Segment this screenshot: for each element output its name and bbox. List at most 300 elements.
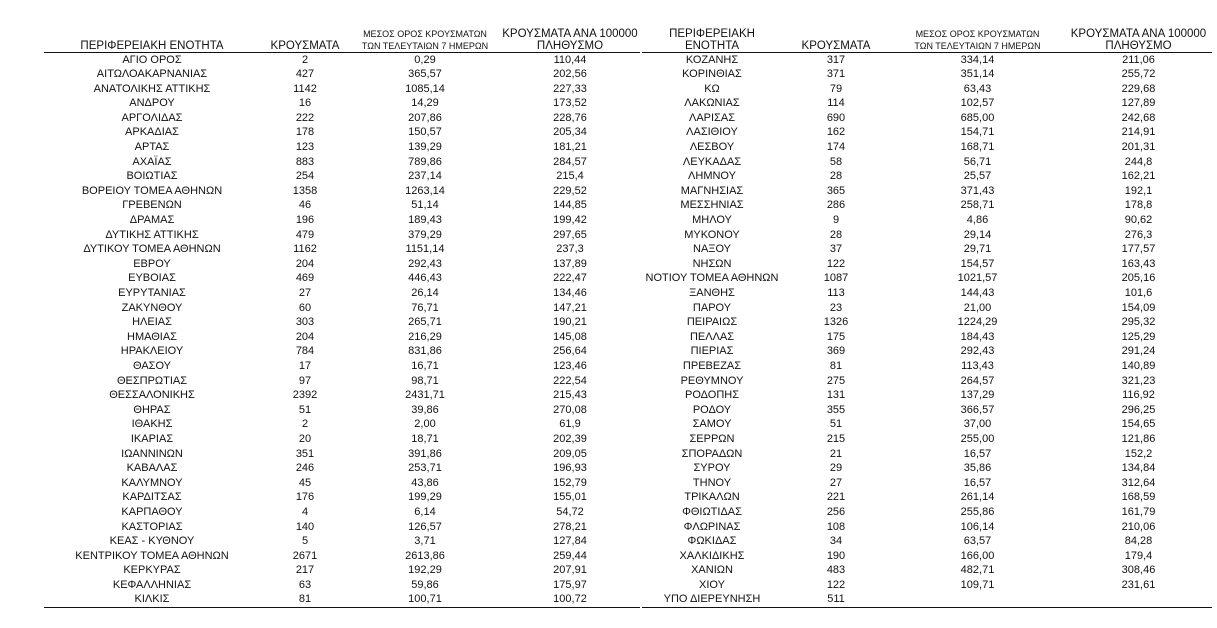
region-header: ΠΕΡΙΦΕΡΕΙΑΚΗ ΕΝΟΤΗΤΑ bbox=[44, 0, 260, 52]
avg-7day-cell: 3,71 bbox=[414, 535, 436, 548]
per-100k-header bbox=[1065, 0, 1212, 52]
table-row bbox=[44, 476, 640, 491]
table-row bbox=[642, 330, 1212, 345]
cases-cell: 690 bbox=[826, 111, 846, 124]
cases-cell: 114 bbox=[827, 97, 845, 110]
region-cell: ΔΡΑΜΑΣ bbox=[129, 214, 175, 227]
region-cell: ΘΕΣΠΡΩΤΙΑΣ bbox=[116, 374, 188, 387]
avg-7day-cell: 63,57 bbox=[963, 535, 992, 548]
avg-7day-cell: 1263,14 bbox=[405, 184, 445, 197]
region-cell: ΒΟΙΩΤΙΑΣ bbox=[126, 170, 178, 183]
cases-cell: 1358 bbox=[292, 184, 318, 197]
cases-cell: 2 bbox=[301, 418, 309, 431]
per-100k-header bbox=[500, 0, 640, 52]
cases-cell: 97 bbox=[298, 374, 312, 387]
per-100k-cell: 215,4 bbox=[556, 170, 584, 183]
cases-cell: 204 bbox=[295, 257, 315, 270]
table-row bbox=[642, 301, 1212, 316]
avg-7day-cell: 26,14 bbox=[411, 287, 439, 299]
cases-cell: 162 bbox=[826, 126, 846, 139]
per-100k-cell: 222,54 bbox=[553, 374, 587, 387]
cases-cell: 1326 bbox=[823, 316, 849, 329]
per-100k-cell: 137,89 bbox=[553, 257, 587, 270]
avg-7day-cell: 14,29 bbox=[411, 97, 439, 110]
cases-cell: 355 bbox=[826, 403, 846, 416]
table-row bbox=[642, 549, 1212, 564]
cases-cell: 28 bbox=[829, 228, 843, 241]
region-cell: ΣΥΡΟΥ bbox=[693, 462, 731, 475]
region-cell: ΚΟΖΑΝΗΣ bbox=[685, 53, 739, 66]
region-cell: ΕΥΒΟΙΑΣ bbox=[128, 272, 176, 285]
avg-7day-cell: 168,71 bbox=[960, 141, 995, 154]
per-100k-cell: 100,72 bbox=[500, 592, 640, 607]
table-row bbox=[642, 344, 1212, 359]
table-row bbox=[642, 374, 1212, 389]
per-100k-cell: 152,79 bbox=[553, 476, 587, 489]
region-cell: ΑΓΙΟ ΟΡΟΣ bbox=[122, 53, 182, 66]
per-100k-cell: 155,01 bbox=[553, 491, 587, 504]
region-cell: ΝΟΤΙΟΥ ΤΟΜΕΑ ΑΘΗΝΩΝ bbox=[645, 272, 779, 285]
avg-7day-cell: 189,43 bbox=[408, 214, 442, 227]
avg-7day-cell: 166,00 bbox=[960, 549, 995, 562]
per-100k-cell: 101,6 bbox=[1124, 287, 1153, 299]
table-row bbox=[44, 432, 640, 447]
cases-cell: 176 bbox=[295, 491, 315, 504]
avg-7day-cell: 1224,29 bbox=[957, 316, 998, 329]
region-header: ΠΕΡΙΦΕΡΕΙΑΚΗ ΕΝΟΤΗΤΑ bbox=[642, 0, 782, 52]
avg-7day-cell: 102,57 bbox=[960, 97, 995, 110]
avg-7day-cell: 154,71 bbox=[960, 126, 995, 139]
region-cell: ΑΡΤΑΣ bbox=[134, 141, 170, 154]
table-row bbox=[44, 330, 640, 345]
cases-cell: 37 bbox=[829, 243, 843, 256]
cases-table-left bbox=[44, 0, 640, 608]
table-row bbox=[642, 169, 1212, 184]
cases-cell: 1087 bbox=[823, 272, 849, 285]
avg-7day-cell: 2613,86 bbox=[405, 549, 445, 562]
per-100k-cell: 152,2 bbox=[1124, 447, 1153, 460]
avg-header-line2: ΤΩΝ ΤΕΛΕΥΤΑΙΩΝ 7 ΗΜΕΡΩΝ bbox=[914, 40, 1041, 51]
region-cell: ΜΕΣΣΗΝΙΑΣ bbox=[680, 199, 744, 212]
per-100k-cell: 181,21 bbox=[553, 141, 587, 154]
avg-7day-cell: 100,71 bbox=[350, 592, 500, 607]
table-row bbox=[44, 301, 640, 316]
per-100k-cell: 209,05 bbox=[553, 447, 587, 460]
per-100k-cell: 121,86 bbox=[1121, 432, 1156, 445]
per-100k-cell: 178,8 bbox=[1124, 199, 1153, 212]
per-100k-cell: 244,8 bbox=[1124, 155, 1153, 168]
avg-7day-cell: 18,71 bbox=[411, 432, 439, 445]
per-100k-cell: 210,06 bbox=[1121, 520, 1156, 533]
region-cell: ΚΑΛΥΜΝΟΥ bbox=[121, 476, 183, 489]
avg-7day-cell: 106,14 bbox=[960, 520, 995, 533]
region-cell: ΤΗΝΟΥ bbox=[692, 476, 732, 489]
avg-7day-cell: 51,14 bbox=[411, 199, 439, 212]
region-cell: ΕΥΡΥΤΑΝΙΑΣ bbox=[118, 287, 186, 299]
per-100k-cell: 161,79 bbox=[1121, 505, 1156, 518]
table-row bbox=[44, 228, 640, 243]
per-100k-cell: 211,06 bbox=[1122, 53, 1155, 66]
table-row bbox=[44, 82, 640, 97]
avg-7day-cell: 192,29 bbox=[408, 564, 442, 577]
avg-7day-cell: 237,14 bbox=[408, 170, 442, 183]
cases-cell: 131 bbox=[826, 389, 846, 402]
avg-7day-cell: 334,14 bbox=[960, 53, 995, 66]
avg-7day-cell: 16,57 bbox=[963, 476, 992, 489]
cases-cell: 254 bbox=[295, 170, 315, 183]
per-100k-cell: 125,29 bbox=[1121, 330, 1156, 343]
region-cell: ΗΜΑΘΙΑΣ bbox=[127, 330, 177, 343]
avg-7day-cell: 56,71 bbox=[963, 155, 992, 168]
cases-cell: 286 bbox=[826, 199, 846, 212]
per-100k-cell: 295,32 bbox=[1121, 316, 1156, 329]
avg-7day-cell: 29,71 bbox=[963, 243, 992, 256]
table-row bbox=[642, 82, 1212, 97]
avg-7day-cell: 789,86 bbox=[408, 155, 442, 168]
cases-cell: 365 bbox=[826, 184, 846, 197]
region-cell: ΠΑΡΟΥ bbox=[692, 301, 732, 314]
avg-7day-cell: 365,57 bbox=[408, 68, 442, 81]
table-row bbox=[642, 520, 1212, 535]
cases-cell: 5 bbox=[301, 535, 309, 548]
cases-cell: 2392 bbox=[292, 389, 318, 402]
per-header-line2: ΠΛΗΘΥΣΜΟ bbox=[536, 39, 604, 52]
avg-7day-cell: 292,43 bbox=[960, 345, 995, 358]
per-100k-cell: 179,4 bbox=[1124, 549, 1153, 562]
avg-7day-cell: 137,29 bbox=[960, 389, 995, 402]
avg-7day-cell: 4,86 bbox=[966, 214, 989, 227]
table-row bbox=[642, 534, 1212, 549]
table-row bbox=[44, 184, 640, 199]
per-100k-cell: 90,62 bbox=[1124, 214, 1153, 227]
avg-7day-cell: 1021,57 bbox=[957, 272, 998, 285]
avg-7day-cell: 59,86 bbox=[411, 578, 439, 591]
per-100k-cell: 199,42 bbox=[553, 214, 587, 227]
table-row bbox=[44, 257, 640, 272]
avg-7day-cell: 199,29 bbox=[408, 491, 442, 504]
avg-7day-cell: 216,29 bbox=[408, 330, 442, 343]
per-100k-cell: 276,3 bbox=[1124, 228, 1153, 241]
avg-7day-cell: 482,71 bbox=[960, 564, 995, 577]
header-row bbox=[44, 0, 640, 52]
table-row bbox=[642, 432, 1212, 447]
table-row bbox=[44, 125, 640, 140]
table-row bbox=[44, 96, 640, 111]
table-row bbox=[44, 67, 640, 82]
cases-cell: 140 bbox=[295, 520, 315, 533]
cases-cell: 178 bbox=[295, 126, 315, 139]
table-row bbox=[642, 461, 1212, 476]
region-cell: ΛΕΥΚΑΔΑΣ bbox=[682, 155, 742, 168]
cases-cell: 256 bbox=[826, 505, 846, 518]
table-row bbox=[642, 447, 1212, 462]
avg-7day-cell: 16,57 bbox=[963, 447, 992, 460]
per-100k-cell: 214,91 bbox=[1121, 126, 1156, 139]
table-row bbox=[44, 344, 640, 359]
per-100k-cell: 205,16 bbox=[1121, 272, 1156, 285]
cases-header: ΚΡΟΥΣΜΑΤΑ bbox=[260, 0, 350, 52]
per-100k-cell: 168,59 bbox=[1121, 491, 1156, 504]
region-cell: ΔΥΤΙΚΗΣ ΑΤΤΙΚΗΣ bbox=[105, 228, 199, 241]
cases-cell: 81 bbox=[260, 592, 350, 607]
cases-cell: 122 bbox=[826, 257, 846, 270]
table-row bbox=[642, 403, 1212, 418]
avg-7day-cell: 150,57 bbox=[408, 126, 442, 139]
per-100k-cell: 270,08 bbox=[553, 403, 587, 416]
per-header-line1: ΚΡΟΥΣΜΑΤΑ ΑΝΑ 100000 bbox=[1070, 27, 1207, 40]
per-100k-cell: 278,21 bbox=[553, 520, 587, 533]
region-cell: ΑΝΔΡΟΥ bbox=[129, 97, 175, 110]
region-cell: ΙΚΑΡΙΑΣ bbox=[130, 432, 174, 445]
region-cell: ΘΑΣΟΥ bbox=[132, 359, 172, 372]
per-100k-cell: 202,39 bbox=[553, 432, 587, 445]
cases-cell: 123 bbox=[295, 141, 315, 154]
avg-7day-cell: 43,86 bbox=[411, 476, 439, 489]
table-row bbox=[44, 169, 640, 184]
per-100k-cell: 147,21 bbox=[553, 301, 587, 314]
cases-cell: 4 bbox=[301, 505, 309, 518]
table-row bbox=[44, 359, 640, 374]
table-row bbox=[44, 286, 640, 301]
cases-cell: 51 bbox=[298, 403, 312, 416]
per-100k-cell: 296,25 bbox=[1121, 403, 1156, 416]
avg-7day-cell: 831,86 bbox=[408, 345, 442, 358]
per-100k-cell: 61,9 bbox=[559, 418, 581, 431]
table-row bbox=[642, 490, 1212, 505]
table-row bbox=[642, 213, 1212, 228]
avg-7day-cell: 25,57 bbox=[963, 170, 992, 183]
table-row bbox=[642, 359, 1212, 374]
per-100k-cell: 134,84 bbox=[1121, 462, 1156, 475]
region-cell: ΣΕΡΡΩΝ bbox=[689, 432, 735, 445]
cases-cell: 371 bbox=[826, 68, 846, 81]
region-cell: ΛΕΣΒΟΥ bbox=[689, 141, 735, 154]
cases-cell: 46 bbox=[298, 199, 312, 212]
region-cell: ΚΕΝΤΡΙΚΟΥ ΤΟΜΕΑ ΑΘΗΝΩΝ bbox=[75, 549, 229, 562]
avg-7day-cell: 109,71 bbox=[960, 578, 995, 591]
table-row bbox=[642, 155, 1212, 170]
per-header-line2: ΠΛΗΘΥΣΜΟ bbox=[1105, 39, 1172, 52]
region-cell: ΡΟΔΟΥ bbox=[692, 403, 732, 416]
cases-cell: 303 bbox=[295, 316, 315, 329]
table-row bbox=[642, 228, 1212, 243]
cases-cell: 108 bbox=[826, 520, 846, 533]
table-row bbox=[44, 315, 640, 330]
cases-cell: 222 bbox=[295, 111, 315, 124]
table-row bbox=[642, 184, 1212, 199]
cases-cell: 63 bbox=[298, 578, 312, 591]
avg-7day-cell: 292,43 bbox=[408, 257, 442, 270]
per-100k-cell: 116,92 bbox=[1122, 389, 1155, 402]
avg-7day-cell: 113,43 bbox=[961, 359, 994, 372]
region-cell: ΕΒΡΟΥ bbox=[133, 257, 171, 270]
avg-7day-cell: 144,43 bbox=[960, 287, 995, 299]
region-cell: ΣΑΜΟΥ bbox=[692, 418, 732, 431]
cases-cell: 81 bbox=[829, 359, 843, 372]
table-row bbox=[642, 52, 1212, 67]
region-cell: ΓΡΕΒΕΝΩΝ bbox=[122, 199, 182, 212]
region-cell: ΚΟΡΙΝΘΙΑΣ bbox=[682, 68, 742, 81]
per-100k-cell: 229,52 bbox=[553, 184, 587, 197]
region-cell: ΡΟΔΟΠΗΣ bbox=[684, 389, 740, 402]
table-row bbox=[44, 592, 640, 607]
left-table-panel bbox=[44, 0, 640, 608]
table-row bbox=[642, 140, 1212, 155]
avg-7day-header bbox=[890, 0, 1065, 52]
region-cell: ΗΡΑΚΛΕΙΟΥ bbox=[120, 345, 184, 358]
region-cell: ΑΝΑΤΟΛΙΚΗΣ ΑΤΤΙΚΗΣ bbox=[93, 82, 211, 95]
table-row bbox=[642, 125, 1212, 140]
avg-header-line1: ΜΕΣΟΣ ΟΡΟΣ ΚΡΟΥΣΜΑΤΩΝ bbox=[363, 28, 487, 39]
avg-7day-cell: 446,43 bbox=[408, 272, 442, 285]
avg-7day-header bbox=[350, 0, 500, 52]
cases-cell: 2 bbox=[301, 53, 309, 66]
cases-cell: 511 bbox=[782, 592, 890, 607]
cases-cell: 175 bbox=[826, 330, 846, 343]
per-100k-cell: 110,44 bbox=[553, 53, 587, 66]
region-cell: ΣΠΟΡΑΔΩΝ bbox=[681, 447, 743, 460]
avg-7day-cell: 126,57 bbox=[408, 520, 442, 533]
per-100k-cell: 202,56 bbox=[553, 68, 587, 81]
table-row bbox=[642, 257, 1212, 272]
avg-7day-cell: 379,29 bbox=[408, 228, 442, 241]
avg-7day-cell: 255,00 bbox=[960, 432, 995, 445]
per-100k-cell: 256,64 bbox=[553, 345, 587, 358]
cases-cell: 479 bbox=[295, 228, 315, 241]
region-cell: ΚΩ bbox=[704, 82, 720, 95]
region-cell: ΦΛΩΡΙΝΑΣ bbox=[683, 520, 741, 533]
avg-7day-cell: 184,43 bbox=[960, 330, 995, 343]
table-row bbox=[44, 447, 640, 462]
avg-7day-cell: 2,00 bbox=[414, 418, 436, 431]
region-cell: ΘΗΡΑΣ bbox=[133, 403, 171, 416]
table-row bbox=[44, 505, 640, 520]
cases-cell: 45 bbox=[298, 476, 312, 489]
table-row bbox=[44, 198, 640, 213]
per-100k-cell: 54,72 bbox=[556, 505, 584, 518]
region-cell: ΑΙΤΩΛΟΑΚΑΡΝΑΝΙΑΣ bbox=[96, 68, 208, 81]
region-cell: ΧΙΟΥ bbox=[699, 578, 725, 591]
per-100k-cell: 205,34 bbox=[553, 126, 587, 139]
region-cell: ΧΑΛΚΙΔΙΚΗΣ bbox=[679, 549, 745, 562]
avg-7day-cell: 371,43 bbox=[960, 184, 995, 197]
per-100k-cell: 227,33 bbox=[553, 82, 587, 95]
region-cell: ΒΟΡΕΙΟΥ ΤΟΜΕΑ ΑΘΗΝΩΝ bbox=[81, 184, 223, 197]
per-100k-cell: 134,46 bbox=[553, 287, 587, 299]
avg-7day-cell: 154,57 bbox=[960, 257, 995, 270]
cases-cell: 113 bbox=[827, 287, 845, 299]
avg-7day-cell: 76,71 bbox=[411, 301, 439, 314]
region-cell: ΜΑΓΝΗΣΙΑΣ bbox=[680, 184, 744, 197]
per-100k-cell: 242,68 bbox=[1121, 111, 1156, 124]
per-100k-cell: 127,89 bbox=[1121, 97, 1156, 110]
cases-cell: 883 bbox=[295, 155, 315, 168]
table-row bbox=[642, 476, 1212, 491]
cases-cell: 196 bbox=[295, 214, 315, 227]
cases-cell: 369 bbox=[826, 345, 846, 358]
avg-7day-cell: 1085,14 bbox=[405, 82, 445, 95]
table-row bbox=[642, 96, 1212, 111]
table-row bbox=[642, 563, 1212, 578]
region-cell: ΚΕΑΣ - ΚΥΘΝΟΥ bbox=[109, 535, 195, 548]
cases-cell: 29 bbox=[829, 462, 843, 475]
avg-7day-cell: 258,71 bbox=[960, 199, 995, 212]
table-row bbox=[642, 592, 1212, 607]
table-row bbox=[642, 315, 1212, 330]
per-100k-cell: 231,61 bbox=[1121, 578, 1156, 591]
cases-cell: 21 bbox=[829, 447, 843, 460]
region-cell: ΚΑΒΑΛΑΣ bbox=[126, 462, 178, 475]
table-row bbox=[642, 198, 1212, 213]
region-cell: ΞΑΝΘΗΣ bbox=[689, 287, 735, 299]
avg-7day-cell: 391,86 bbox=[408, 447, 442, 460]
region-cell: ΚΑΣΤΟΡΙΑΣ bbox=[121, 520, 183, 533]
cases-cell: 190 bbox=[826, 549, 846, 562]
table-row bbox=[44, 388, 640, 403]
avg-header-line2: ΤΩΝ ΤΕΛΕΥΤΑΙΩΝ 7 ΗΜΕΡΩΝ bbox=[361, 40, 489, 51]
avg-7day-cell: 685,00 bbox=[960, 111, 995, 124]
per-100k-cell: 237,3 bbox=[556, 243, 584, 256]
per-100k-cell: 201,31 bbox=[1121, 141, 1156, 154]
cases-cell: 1162 bbox=[293, 243, 317, 256]
table-row bbox=[642, 67, 1212, 82]
cases-cell: 204 bbox=[295, 330, 315, 343]
region-cell: ΠΡΕΒΕΖΑΣ bbox=[682, 359, 742, 372]
cases-cell: 246 bbox=[295, 462, 315, 475]
per-100k-cell: 207,91 bbox=[553, 564, 587, 577]
region-cell: ΘΕΣΣΑΛΟΝΙΚΗΣ bbox=[109, 389, 195, 402]
per-100k-cell: 222,47 bbox=[553, 272, 587, 285]
cases-cell: 317 bbox=[826, 53, 846, 66]
table-row bbox=[642, 578, 1212, 593]
per-100k-cell: 192,1 bbox=[1124, 184, 1153, 197]
table-row bbox=[642, 111, 1212, 126]
region-cell: ΚΑΡΔΙΤΣΑΣ bbox=[122, 491, 182, 504]
table-row bbox=[44, 563, 640, 578]
table-row bbox=[44, 549, 640, 564]
cases-cell: 51 bbox=[829, 418, 843, 431]
per-100k-cell: 127,84 bbox=[553, 535, 587, 548]
table-row bbox=[44, 417, 640, 432]
region-cell: ΝΑΞΟΥ bbox=[693, 243, 731, 256]
cases-cell: 60 bbox=[298, 301, 312, 314]
avg-7day-cell: 2431,71 bbox=[405, 389, 445, 402]
region-cell: ΥΠΟ ΔΙΕΡΕΥΝΗΣΗ bbox=[642, 592, 782, 607]
per-100k-cell: 284,57 bbox=[553, 155, 587, 168]
cases-cell: 215 bbox=[826, 432, 846, 445]
table-row bbox=[44, 461, 640, 476]
avg-7day-cell: 39,86 bbox=[411, 403, 439, 416]
avg-header-line1: ΜΕΣΟΣ ΟΡΟΣ ΚΡΟΥΣΜΑΤΩΝ bbox=[915, 28, 1040, 39]
table-row bbox=[642, 271, 1212, 286]
avg-7day-cell: 366,57 bbox=[960, 403, 995, 416]
per-100k-cell: 321,23 bbox=[1121, 374, 1156, 387]
per-100k-cell: 297,65 bbox=[553, 228, 587, 241]
avg-7day-cell: 255,86 bbox=[960, 505, 995, 518]
cases-cell: 221 bbox=[826, 491, 846, 504]
table-row bbox=[642, 388, 1212, 403]
per-100k-cell: 144,85 bbox=[553, 199, 587, 212]
right-table-panel bbox=[642, 0, 1212, 608]
avg-7day-cell: 29,14 bbox=[963, 228, 992, 241]
per-100k-cell: 229,68 bbox=[1121, 82, 1156, 95]
avg-7day-cell: 351,14 bbox=[960, 68, 995, 81]
cases-cell: 9 bbox=[832, 214, 840, 227]
avg-7day-cell: 35,86 bbox=[963, 462, 992, 475]
cases-cell: 427 bbox=[295, 68, 315, 81]
table-row bbox=[44, 374, 640, 389]
per-100k-cell: 259,44 bbox=[553, 549, 587, 562]
